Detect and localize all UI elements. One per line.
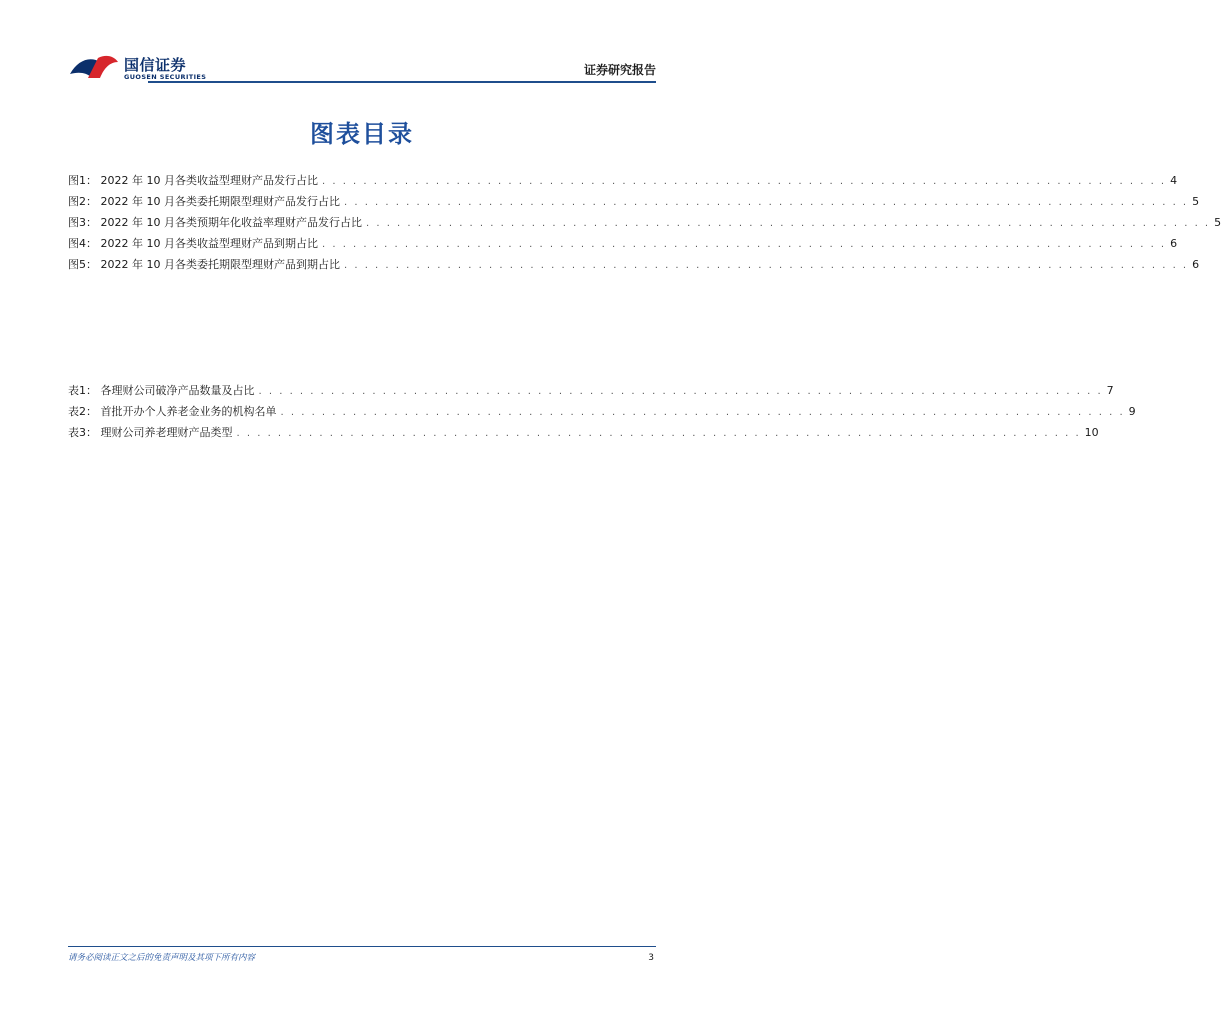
toc-leader-dots: . . . . . . . . . . . . . . . . . . . . . . . . . . . . . . . . . . . . . . . . . . . . . . . . . . . . . . . . . . . . . . . . . . . . . . . . . . . . . . . . . . bbox=[321, 176, 1167, 187]
page-number: 3 bbox=[648, 953, 654, 963]
toc-entry-page: 4 bbox=[1170, 174, 1178, 187]
toc-entry[interactable] bbox=[68, 254, 1200, 275]
toc-entry-page: 6 bbox=[1170, 237, 1178, 250]
toc-entry[interactable] bbox=[68, 380, 1114, 401]
toc-leader-dots: . . . . . . . . . . . . . . . . . . . . . . . . . . . . . . . . . . . . . . . . . . . . . . . . . . . . . . . . . . . . . . . . . . . . . . . . . . . . . . . . . . bbox=[343, 197, 1189, 208]
toc-entry-label: 表3： 理财公司养老理财产品类型 bbox=[68, 426, 233, 439]
disclaimer-note: 请务必阅读正文之后的免责声明及其项下所有内容 bbox=[68, 953, 256, 963]
toc-entry-label: 图3： 2022 年 10 月各类预期年化收益率理财产品发行占比 bbox=[68, 216, 362, 229]
page-title: 图表目录 bbox=[310, 120, 414, 148]
toc-entry-page: 10 bbox=[1084, 426, 1099, 439]
toc-entry-label: 图5： 2022 年 10 月各类委托期限型理财产品到期占比 bbox=[68, 258, 340, 271]
figure-list bbox=[68, 170, 1221, 275]
footer-divider bbox=[68, 946, 656, 947]
toc-entry-page: 5 bbox=[1214, 216, 1221, 229]
toc-entry-label: 图1： 2022 年 10 月各类收益型理财产品发行占比 bbox=[68, 174, 318, 187]
toc-leader-dots: . . . . . . . . . . . . . . . . . . . . . . . . . . . . . . . . . . . . . . . . . . . . . . . . . . . . . . . . . . . . . . . . . . . . . . . . . . . . . . . . . . bbox=[321, 239, 1167, 250]
toc-entry-label: 表1： 各理财公司破净产品数量及占比 bbox=[68, 384, 255, 397]
table-list bbox=[68, 380, 1136, 443]
toc-leader-dots: . . . . . . . . . . . . . . . . . . . . . . . . . . . . . . . . . . . . . . . . . . . . . . . . . . . . . . . . . . . . . . . . . . . . . . . . . . . . . . . . . . bbox=[258, 386, 1103, 397]
toc-entry-page: 9 bbox=[1128, 405, 1136, 418]
toc-entry[interactable] bbox=[68, 422, 1099, 443]
header-divider bbox=[148, 81, 656, 83]
toc-entry-label: 表2： 首批开办个人养老金业务的机构名单 bbox=[68, 405, 277, 418]
toc-leader-dots: . . . . . . . . . . . . . . . . . . . . . . . . . . . . . . . . . . . . . . . . . . . . . . . . . . . . . . . . . . . . . . . . . . . . . . . . . . . . . . . . . . bbox=[343, 260, 1189, 271]
toc-entry[interactable] bbox=[68, 233, 1178, 254]
toc-entry[interactable] bbox=[68, 401, 1136, 422]
guosen-logo-icon bbox=[68, 52, 120, 82]
toc-entry[interactable] bbox=[68, 170, 1178, 191]
toc-leader-dots: . . . . . . . . . . . . . . . . . . . . . . . . . . . . . . . . . . . . . . . . . . . . . . . . . . . . . . . . . . . . . . . . . . . . . . . . . . . . . . . . . . bbox=[236, 428, 1081, 439]
company-name-en: GUOSEN SECURITIES bbox=[124, 73, 207, 81]
toc-entry[interactable] bbox=[68, 191, 1200, 212]
toc-entry-label: 图4： 2022 年 10 月各类收益型理财产品到期占比 bbox=[68, 237, 318, 250]
toc-entry[interactable] bbox=[68, 212, 1221, 233]
toc-entry-page: 7 bbox=[1106, 384, 1114, 397]
report-type-label: 证券研究报告 bbox=[583, 63, 656, 77]
toc-leader-dots: . . . . . . . . . . . . . . . . . . . . . . . . . . . . . . . . . . . . . . . . . . . . . . . . . . . . . . . . . . . . . . . . . . . . . . . . . . . . . . . . . . bbox=[365, 218, 1211, 229]
toc-entry-page: 5 bbox=[1192, 195, 1200, 208]
company-name: 国信证券 bbox=[124, 56, 187, 74]
toc-entry-label: 图2： 2022 年 10 月各类委托期限型理财产品发行占比 bbox=[68, 195, 340, 208]
toc-leader-dots: . . . . . . . . . . . . . . . . . . . . . . . . . . . . . . . . . . . . . . . . . . . . . . . . . . . . . . . . . . . . . . . . . . . . . . . . . . . . . . . . . . bbox=[280, 407, 1125, 418]
toc-entry-page: 6 bbox=[1192, 258, 1200, 271]
page-header bbox=[68, 50, 656, 84]
